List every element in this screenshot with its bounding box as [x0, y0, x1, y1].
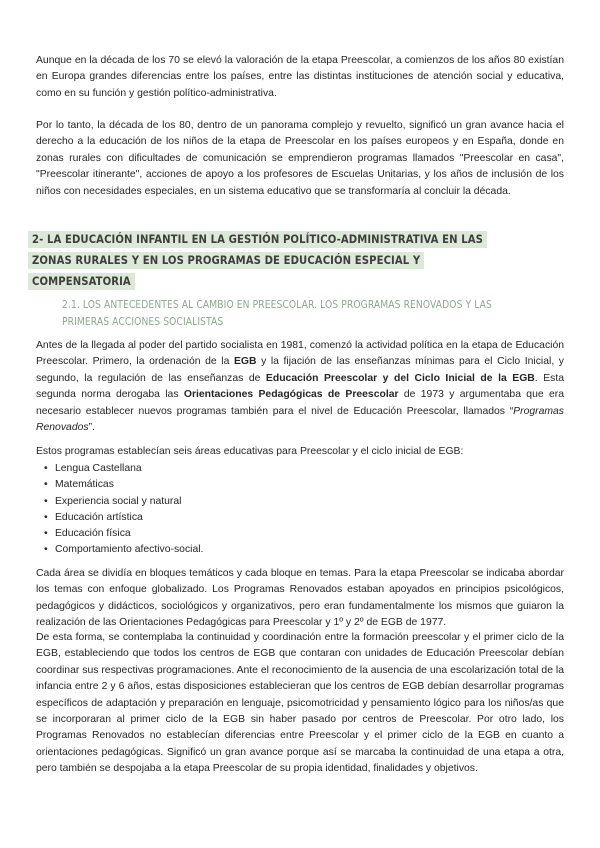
term-programas-renovados: Programas Renovados: [36, 405, 564, 434]
section-heading-text: 2- LA EDUCACIÓN INFANTIL EN LA GESTIÓN POLÍTICO-ADMINISTRATIVA EN LAS ZONAS RURALES Y EN LOS PROGRAMAS DE EDUCACIÓN ESPECIAL Y COMPENSATORIA: [28, 231, 487, 290]
section-heading: [28, 229, 498, 292]
paragraph-continuity: De esta forma, se contemplaba la continuidad y coordinación entre la formación preescolar y el primer ciclo de la EGB, estableciendo que todos los centros de EGB que contaran con unidades de Educación Preescolar debían coordinar sus respectivas programaciones. Ante el reconocimiento de la ausencia de una escolarización total de la infancia entre 2 y 6 años, estas disposiciones establecieran que los centros de EGB debían desarrollar programas específicos de adaptación y preparación en lenguaje, psicomotricidad y pensamiento lógico para los niños/as que se incorporaran al primer ciclo de la EGB sin haber pasado por centros de Preescolar. Por otro lado, los Programas Renovados no establecían diferencias entre Preescolar y el primer ciclo de la EGB en cuanto a orientaciones pedagógicas. Significó un gran avance porque así se marcaba la continuidad de una etapa a otra, pero también se despojaba a la etapa Preescolar de su propia identidad, finalidades y objetivos.: [36, 632, 564, 775]
areas-list: [36, 461, 436, 559]
list-item: • Comportamiento afectivo-social.: [36, 542, 436, 558]
term-orientaciones: Orientaciones Pedagógicas de Preescolar: [183, 389, 399, 401]
list-item: • Educación física: [36, 526, 436, 542]
list-item: • Experiencia social y natural: [36, 494, 436, 510]
paragraph-intro: Aunque en la década de los 70 se elevó la valoración de la etapa Preescolar, a comienzos de los años 80 existían en Europa grandes diferencias entre los países, entre las distintas instituciones de atención social y educativa, como en su función y gestión político-administrativa.: [36, 55, 564, 99]
term-egb: EGB: [233, 356, 257, 368]
paragraph-areas-intro: Estos programas establecían seis áreas educativas para Preescolar y el ciclo inicial de EGB:: [36, 446, 464, 457]
subsection-heading: 2.1. LOS ANTECEDENTES AL CAMBIO EN PREESCOLAR. LOS PROGRAMAS RENOVADOS Y LAS PRIMERAS ACCIONES SOCIALISTAS: [62, 300, 492, 328]
paragraph-blocks: Cada área se dividía en bloques temáticos y cada bloque en temas. Para la etapa Preescolar se indicaba abordar los temas con enfoque globalizado. Los Programas Renovados estaban apoyados en principios psicológicos, pedagógicos y didácticos, sociológicos y organizativos, pero eran fundamentalmente los mismos que guiaron la realización de las Orientaciones Pedagógicas para Preescolar y 1º y 2º de EGB de 1977.: [36, 568, 564, 629]
list-item: • Educación artística: [36, 510, 436, 526]
list-item: • Lengua Castellana: [36, 461, 436, 477]
term-educacion-preescolar: Educación Preescolar y del Ciclo Inicial de la EGB: [265, 372, 535, 384]
paragraph-decade-80: Por lo tanto, la década de los 80, dentro de un panorama complejo y revuelto, significó un gran avance hacia el derecho a la educación de los niños de la etapa de Preescolar en los países europeos y en España, donde en zonas rurales con dificultades de comunicación se emprendieron programas llamados "Preescolar en casa", "Preescolar itinerante", acciones de apoyo a los profesores de Escuelas Unitarias, y los años de inclusión de los niños con necesidades especiales, en un sistema educativo que se transformaría al concluir la década.: [36, 120, 564, 197]
paragraph-antecedents: Antes de la llegada al poder del partido socialista en 1981, comenzó la actividad política en la etapa de Educación Preescolar. Primero, la ordenación de la EGB y la fijación de las enseñanzas mínimas para el Ciclo Inicial, y segundo, la regulación de las enseñanzas de Educación Preescolar y del Ciclo Inicial de la EGB. Esta segunda norma derogaba las Orientaciones Pedagógicas de Preescolar de 1973 y argumentaba que era necesario establecer nuevos programas también para el nivel de Educación Preescolar, llamados “Programas Renovados”.: [36, 340, 564, 434]
list-item: • Matemáticas: [36, 477, 436, 493]
